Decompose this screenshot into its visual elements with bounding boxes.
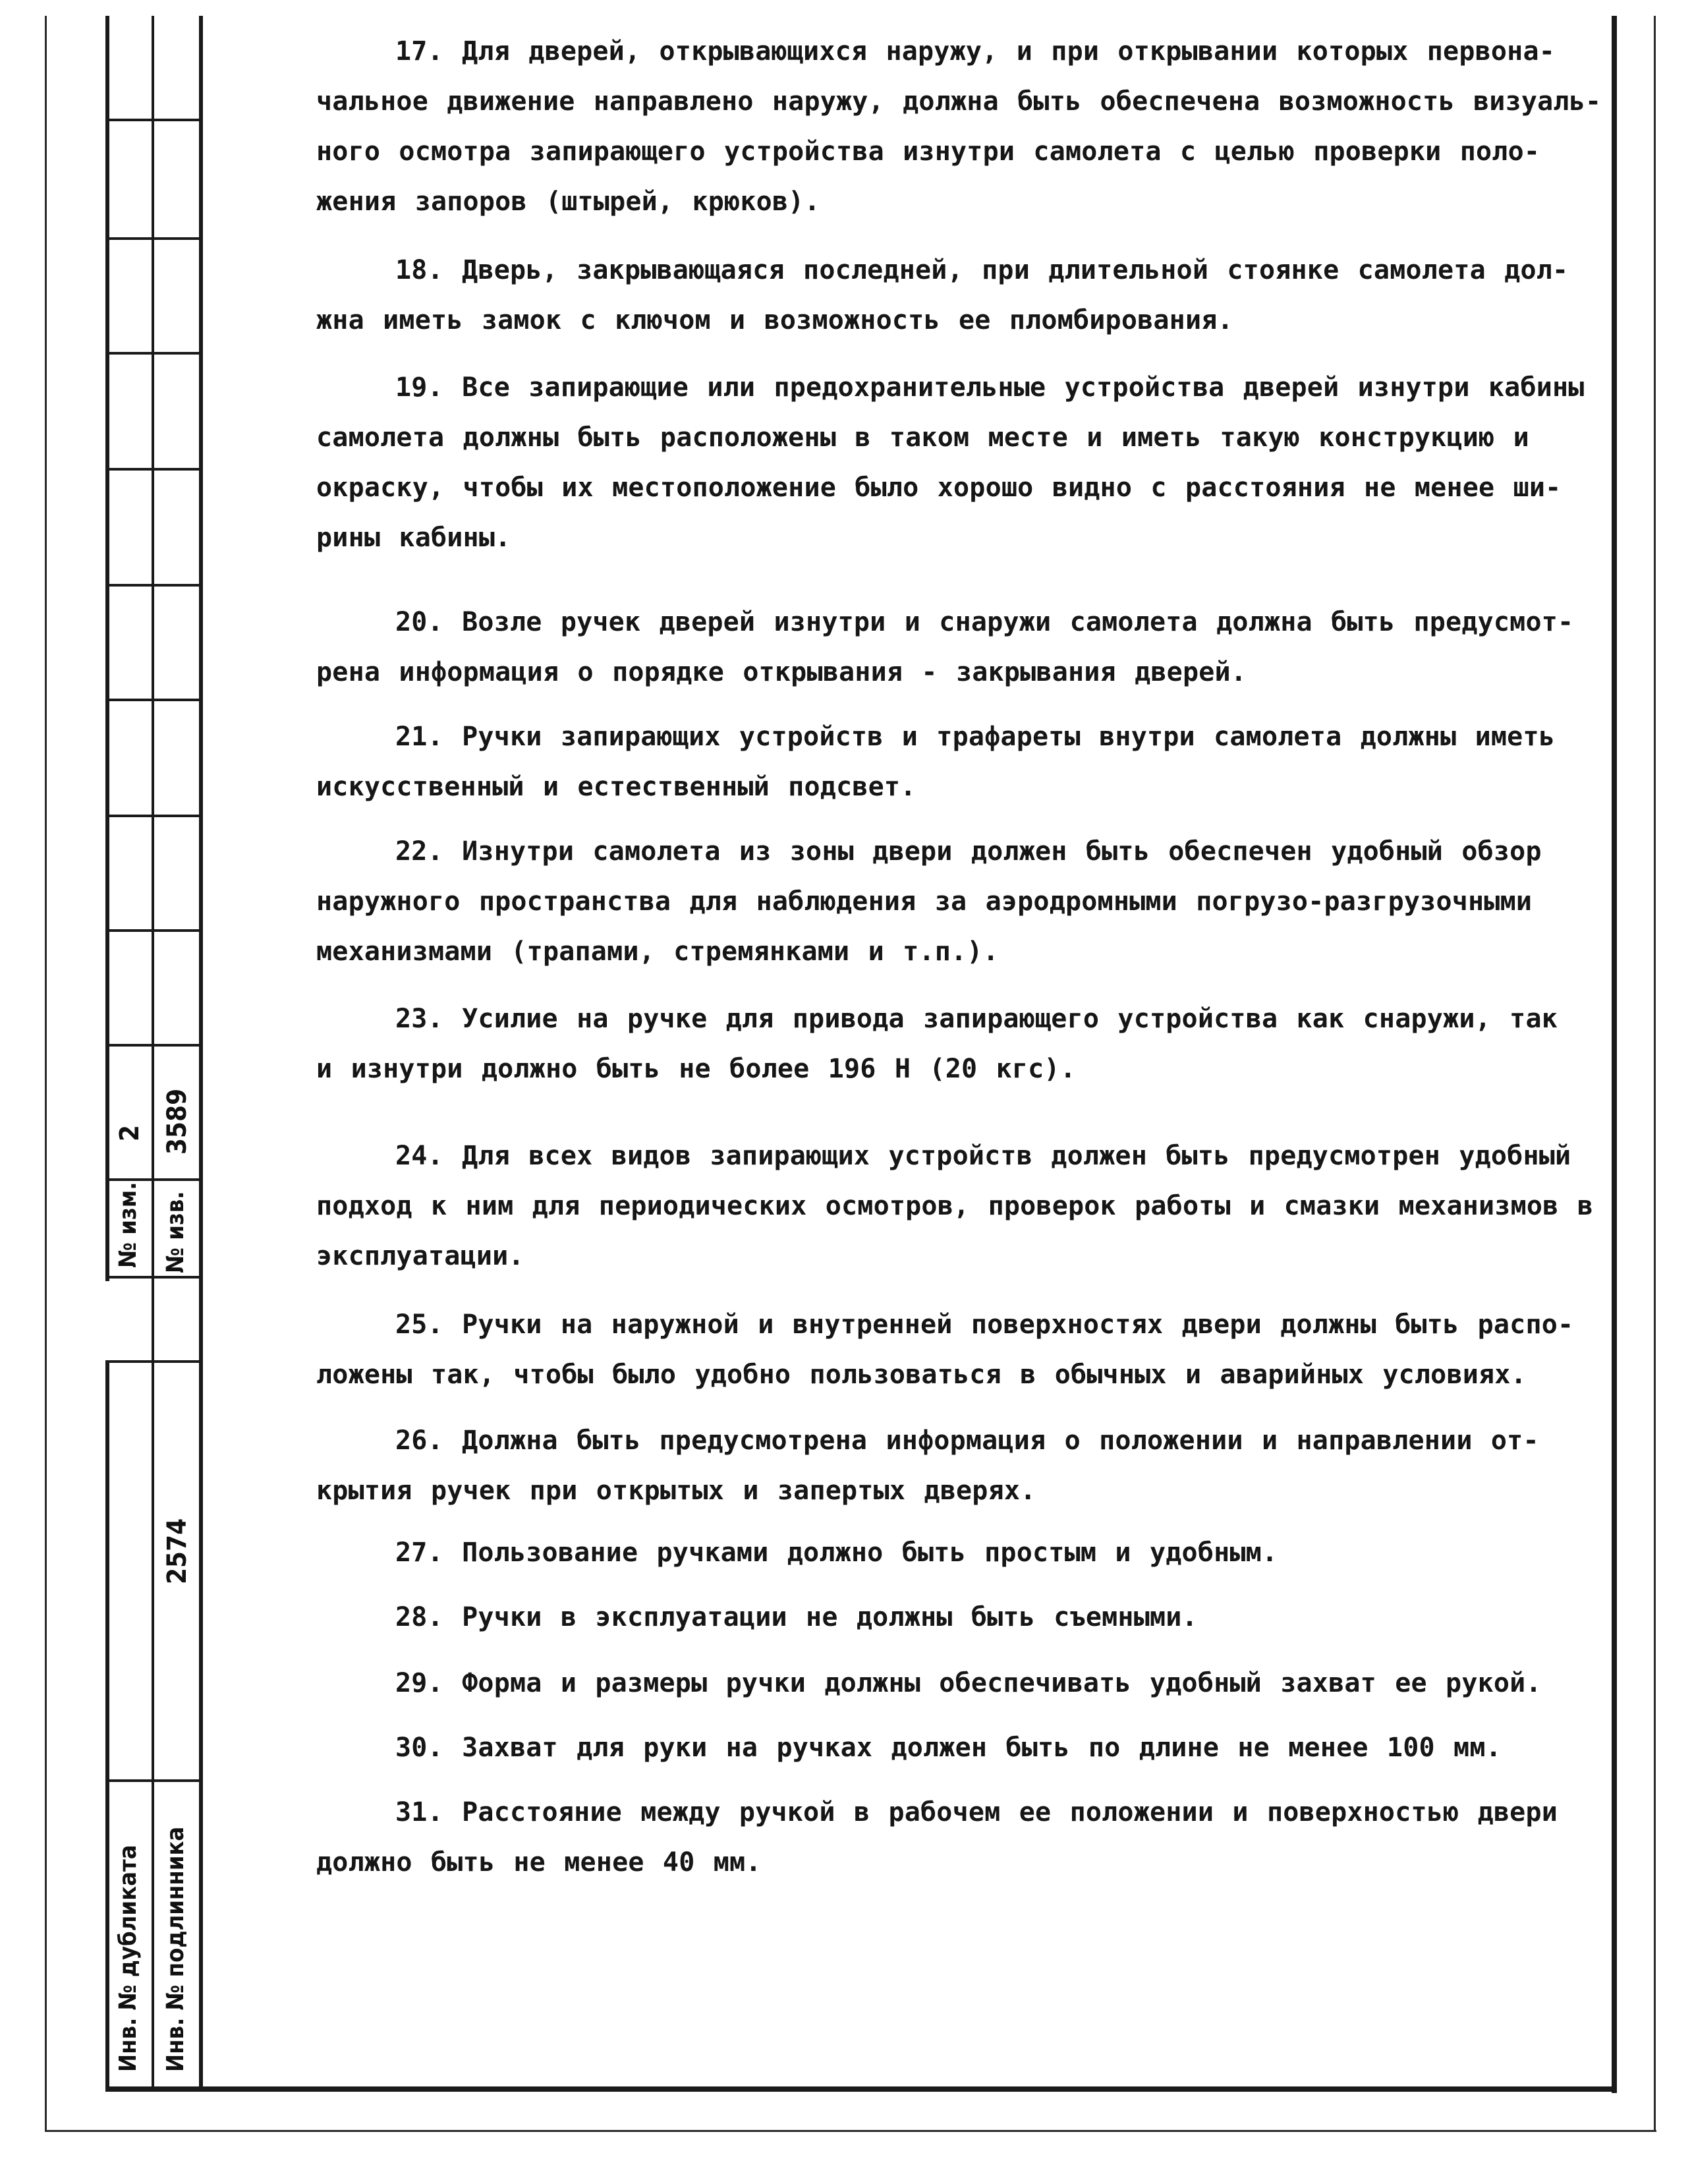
text-line: ного осмотра запирающего устройства изнутри самолета с целью проверки поло- [316, 136, 1540, 167]
paragraph-30 [316, 1723, 1568, 1773]
text-line: самолета должны быть расположены в таком месте и иметь такую конструкцию и [316, 422, 1529, 453]
text-line: 29. Форма и размеры ручки должны обеспечивать удобный захват ее рукой. [395, 1668, 1542, 1698]
paragraph-26 [316, 1416, 1568, 1516]
stamp-line [105, 237, 203, 240]
stamp-line [105, 1044, 203, 1047]
text-line: жения запоров (штырей, крюков). [316, 187, 820, 217]
izm-value: 2 [115, 1124, 145, 1141]
paragraph-18 [316, 245, 1568, 345]
paragraph-28 [316, 1592, 1568, 1642]
text-line: и изнутри должно быть не более 196 Н (20 кгс). [316, 1054, 1076, 1084]
frame-right-border [1612, 16, 1617, 2093]
inv-podl-value: 2574 [162, 1518, 192, 1584]
text-line: искусственный и естественный подсвет. [316, 772, 916, 802]
text-line: 28. Ручки в эксплуатации не должны быть съемными. [395, 1602, 1198, 1632]
text-line: 18. Дверь, закрывающаяся последней, при длительной стоянке самолета дол- [395, 255, 1569, 285]
text-line: 19. Все запирающие или предохранительные устройства дверей изнутри кабины [395, 372, 1585, 403]
paragraph-19 [316, 362, 1585, 563]
outer-frame-left-border [45, 16, 47, 2131]
paragraph-29 [316, 1658, 1568, 1708]
stamp-line [105, 699, 203, 701]
stamp-line [105, 468, 203, 471]
paragraph-27 [316, 1528, 1568, 1578]
text-line: 26. Должна быть предусмотрена информация о положении и направлении от- [395, 1425, 1539, 1456]
paragraph-17 [316, 26, 1602, 227]
paragraph-31 [316, 1787, 1568, 1887]
paragraph-21 [316, 712, 1568, 812]
text-line: 24. Для всех видов запирающих устройств должен быть предусмотрен удобный [395, 1141, 1571, 1171]
text-line: 25. Ручки на наружной и внутренней поверхностях двери должны быть распо- [395, 1309, 1574, 1340]
text-line: 30. Захват для руки на ручках должен быть по длине не менее 100 мм. [395, 1733, 1502, 1763]
text-line: наружного пространства для наблюдения за аэродромными погрузо-разгрузочными [316, 886, 1533, 917]
paragraph-23 [316, 994, 1568, 1094]
text-line: жна иметь замок с ключом и возможность ее пломбирования. [316, 305, 1233, 335]
text-line: подход к ним для периодических осмотров, проверок работы и смазки механизмов в [316, 1191, 1593, 1221]
side-stamp-box [105, 16, 203, 2090]
text-line: эксплуатации. [316, 1241, 524, 1271]
text-line: крытия ручек при открытых и запертых дверях. [316, 1476, 1036, 1506]
outer-frame-bottom-border [45, 2130, 1656, 2132]
text-line: должно быть не менее 40 мм. [316, 1847, 762, 1878]
paragraph-22 [316, 826, 1568, 977]
stamp-line [105, 584, 203, 587]
text-line: 22. Изнутри самолета из зоны двери должен быть обеспечен удобный обзор [395, 836, 1542, 867]
izv-label: № изв. [162, 1191, 189, 1273]
text-line: 23. Усилие на ручке для привода запирающего устройства как снаружи, так [395, 1004, 1558, 1034]
paragraph-24 [316, 1131, 1593, 1281]
stamp-line [105, 929, 203, 932]
text-line: ложены так, чтобы было удобно пользоваться в обычных и аварийных условиях. [316, 1360, 1527, 1390]
stamp-line [105, 352, 203, 355]
text-line: 17. Для дверей, открывающихся наружу, и при открывании которых первона- [395, 36, 1556, 67]
inv-podl-label: Инв. № подлинника [162, 1826, 189, 2072]
stamp-line [105, 1360, 203, 1363]
frame-bottom-border [105, 2086, 1617, 2092]
text-line: чальное движение направлено наружу, должна быть обеспечена возможность визуаль- [316, 86, 1602, 117]
text-line: 27. Пользование ручками должно быть простым и удобным. [395, 1537, 1278, 1568]
stamp-line [105, 1360, 109, 2090]
stamp-line [105, 1178, 203, 1181]
text-line: 21. Ручки запирающих устройств и трафареты внутри самолета должны иметь [395, 722, 1556, 752]
text-line: рена информация о порядке открывания - закрывания дверей. [316, 657, 1247, 687]
paragraph-25 [316, 1300, 1574, 1400]
text-line: механизмами (трапами, стремянками и т.п.). [316, 936, 999, 967]
stamp-line [105, 1779, 203, 1782]
text-line: 20. Возле ручек дверей изнутри и снаружи самолета должна быть предусмот- [395, 607, 1574, 637]
stamp-line [105, 815, 203, 817]
izv-value: 3589 [162, 1088, 192, 1155]
stamp-line [105, 16, 109, 1281]
stamp-line [105, 119, 203, 121]
stamp-line [105, 1276, 203, 1279]
outer-frame-right-border [1654, 16, 1656, 2131]
inv-dubl-label: Инв. № дубликата [115, 1845, 142, 2072]
izm-label: № изм. [115, 1182, 142, 1268]
text-line: 31. Расстояние между ручкой в рабочем ее положении и поверхностью двери [395, 1797, 1558, 1827]
paragraph-20 [316, 597, 1574, 697]
text-line: окраску, чтобы их местоположение было хорошо видно с расстояния не менее ши- [316, 473, 1562, 503]
text-line: рины кабины. [316, 523, 511, 553]
